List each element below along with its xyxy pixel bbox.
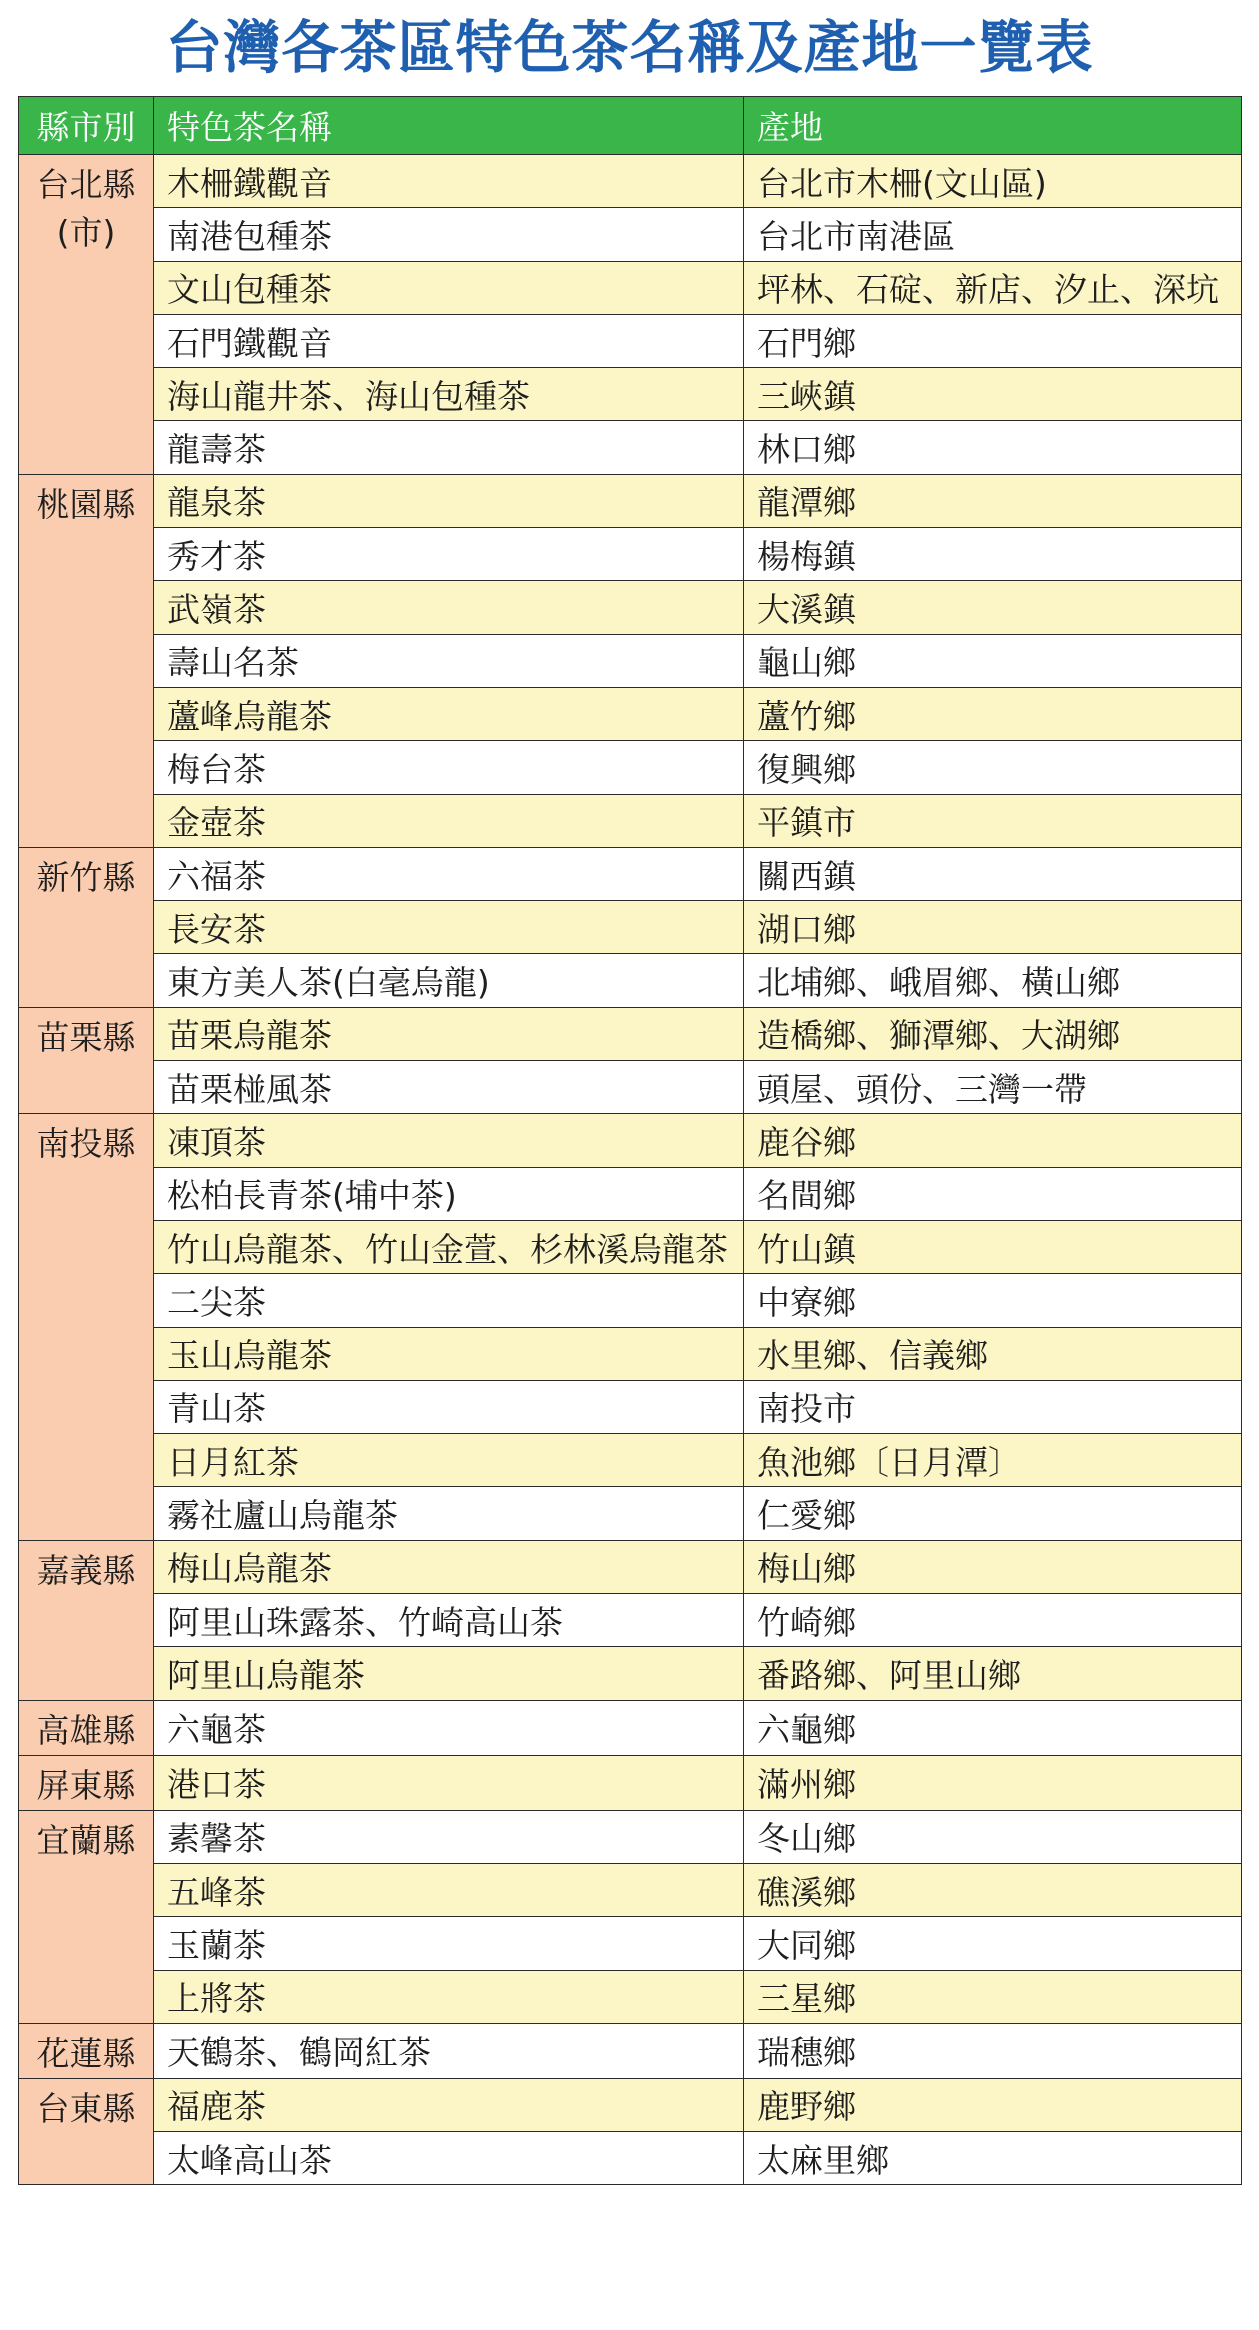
tea-name-cell: 蘆峰烏龍茶 — [154, 687, 744, 740]
tea-name-cell: 港口茶 — [154, 1755, 744, 1810]
tea-name-cell: 苗栗烏龍茶 — [154, 1007, 744, 1060]
place-cell: 台北市木柵(文山區) — [744, 155, 1242, 208]
tea-name-cell: 青山茶 — [154, 1380, 744, 1433]
place-cell: 大同鄉 — [744, 1917, 1242, 1970]
place-cell: 大溪鎮 — [744, 581, 1242, 634]
tea-name-cell: 六龜茶 — [154, 1700, 744, 1755]
table-row — [19, 2132, 1242, 2185]
table-row — [19, 1863, 1242, 1916]
place-cell: 三峽鎮 — [744, 368, 1242, 421]
place-cell: 滿州鄉 — [744, 1755, 1242, 1810]
place-cell: 北埔鄉、峨眉鄉、橫山鄉 — [744, 954, 1242, 1007]
place-cell: 龜山鄉 — [744, 634, 1242, 687]
tea-region-table — [18, 96, 1242, 2185]
table-header-row — [19, 97, 1242, 155]
place-cell: 水里鄉、信義鄉 — [744, 1327, 1242, 1380]
tea-name-cell: 松柏長青茶(埔中茶) — [154, 1167, 744, 1220]
place-cell: 三星鄉 — [744, 1970, 1242, 2023]
table-row — [19, 1220, 1242, 1273]
tea-name-cell: 阿里山烏龍茶 — [154, 1647, 744, 1700]
table-row — [19, 581, 1242, 634]
table-row — [19, 1167, 1242, 1220]
place-cell: 南投市 — [744, 1380, 1242, 1433]
tea-name-cell: 武嶺茶 — [154, 581, 744, 634]
table-row — [19, 687, 1242, 740]
header-place: 產地 — [744, 97, 1242, 155]
table-row — [19, 1540, 1242, 1593]
place-cell: 頭屋、頭份、三灣一帶 — [744, 1061, 1242, 1114]
table-row — [19, 421, 1242, 474]
tea-name-cell: 五峰茶 — [154, 1863, 744, 1916]
table-row — [19, 155, 1242, 208]
place-cell: 仁愛鄉 — [744, 1487, 1242, 1540]
county-cell: 苗栗縣 — [19, 1007, 154, 1114]
tea-name-cell: 梅台茶 — [154, 741, 744, 794]
tea-name-cell: 南港包種茶 — [154, 208, 744, 261]
place-cell: 復興鄉 — [744, 741, 1242, 794]
table-row — [19, 1487, 1242, 1540]
tea-name-cell: 素馨茶 — [154, 1810, 744, 1863]
place-cell: 魚池鄉〔日月潭〕 — [744, 1434, 1242, 1487]
tea-name-cell: 海山龍井茶、海山包種茶 — [154, 368, 744, 421]
place-cell: 梅山鄉 — [744, 1540, 1242, 1593]
tea-name-cell: 木柵鐵觀音 — [154, 155, 744, 208]
header-tea-name: 特色茶名稱 — [154, 97, 744, 155]
table-row — [19, 1970, 1242, 2023]
county-cell: 南投縣 — [19, 1114, 154, 1540]
table-row — [19, 1061, 1242, 1114]
place-cell: 平鎮市 — [744, 794, 1242, 847]
page-title: 台灣各茶區特色茶名稱及產地一覽表 — [165, 15, 1094, 81]
place-cell: 竹山鎮 — [744, 1220, 1242, 1273]
table-row — [19, 1274, 1242, 1327]
place-cell: 蘆竹鄉 — [744, 687, 1242, 740]
table-row — [19, 1594, 1242, 1647]
tea-name-cell: 石門鐵觀音 — [154, 314, 744, 367]
tea-name-cell: 太峰高山茶 — [154, 2132, 744, 2185]
county-cell: 台東縣 — [19, 2078, 154, 2185]
tea-name-cell: 龍泉茶 — [154, 474, 744, 527]
place-cell: 鹿谷鄉 — [744, 1114, 1242, 1167]
place-cell: 冬山鄉 — [744, 1810, 1242, 1863]
place-cell: 瑞穗鄉 — [744, 2023, 1242, 2078]
place-cell: 楊梅鎮 — [744, 528, 1242, 581]
tea-name-cell: 文山包種茶 — [154, 261, 744, 314]
table-row — [19, 1810, 1242, 1863]
place-cell: 番路鄉、阿里山鄉 — [744, 1647, 1242, 1700]
tea-name-cell: 壽山名茶 — [154, 634, 744, 687]
table-row — [19, 528, 1242, 581]
place-cell: 石門鄉 — [744, 314, 1242, 367]
table-row — [19, 1755, 1242, 1810]
county-cell: 台北縣(市) — [19, 155, 154, 475]
tea-name-cell: 六福茶 — [154, 847, 744, 900]
place-cell: 台北市南港區 — [744, 208, 1242, 261]
table-row — [19, 1917, 1242, 1970]
header-county: 縣市別 — [19, 97, 154, 155]
table-row — [19, 634, 1242, 687]
table-row — [19, 474, 1242, 527]
table-row — [19, 847, 1242, 900]
tea-name-cell: 秀才茶 — [154, 528, 744, 581]
place-cell: 中寮鄉 — [744, 1274, 1242, 1327]
table-row — [19, 2023, 1242, 2078]
table-row — [19, 741, 1242, 794]
table-row — [19, 2078, 1242, 2131]
tea-name-cell: 竹山烏龍茶、竹山金萱、杉林溪烏龍茶 — [154, 1220, 744, 1273]
place-cell: 龍潭鄉 — [744, 474, 1242, 527]
tea-name-cell: 福鹿茶 — [154, 2078, 744, 2131]
table-row — [19, 1700, 1242, 1755]
place-cell: 林口鄉 — [744, 421, 1242, 474]
county-cell: 花蓮縣 — [19, 2023, 154, 2078]
county-cell: 高雄縣 — [19, 1700, 154, 1755]
table-row — [19, 1114, 1242, 1167]
place-cell: 太麻里鄉 — [744, 2132, 1242, 2185]
county-cell: 宜蘭縣 — [19, 1810, 154, 2023]
table-row — [19, 261, 1242, 314]
tea-name-cell: 東方美人茶(白毫烏龍) — [154, 954, 744, 1007]
tea-name-cell: 二尖茶 — [154, 1274, 744, 1327]
tea-name-cell: 凍頂茶 — [154, 1114, 744, 1167]
table-row — [19, 1647, 1242, 1700]
place-cell: 名間鄉 — [744, 1167, 1242, 1220]
tea-name-cell: 上將茶 — [154, 1970, 744, 2023]
table-row — [19, 1327, 1242, 1380]
place-cell: 竹崎鄉 — [744, 1594, 1242, 1647]
table-row — [19, 1380, 1242, 1433]
tea-name-cell: 龍壽茶 — [154, 421, 744, 474]
table-row — [19, 794, 1242, 847]
place-cell: 鹿野鄉 — [744, 2078, 1242, 2131]
tea-name-cell: 玉山烏龍茶 — [154, 1327, 744, 1380]
tea-name-cell: 玉蘭茶 — [154, 1917, 744, 1970]
place-cell: 造橋鄉、獅潭鄉、大湖鄉 — [744, 1007, 1242, 1060]
table-row — [19, 1007, 1242, 1060]
place-cell: 關西鎮 — [744, 847, 1242, 900]
place-cell: 礁溪鄉 — [744, 1863, 1242, 1916]
tea-name-cell: 梅山烏龍茶 — [154, 1540, 744, 1593]
county-cell: 屏東縣 — [19, 1755, 154, 1810]
place-cell: 湖口鄉 — [744, 901, 1242, 954]
table-row — [19, 208, 1242, 261]
county-cell: 桃園縣 — [19, 474, 154, 847]
county-cell: 嘉義縣 — [19, 1540, 154, 1700]
table-row — [19, 901, 1242, 954]
table-row — [19, 954, 1242, 1007]
tea-name-cell: 長安茶 — [154, 901, 744, 954]
place-cell: 六龜鄉 — [744, 1700, 1242, 1755]
tea-name-cell: 日月紅茶 — [154, 1434, 744, 1487]
county-cell: 新竹縣 — [19, 847, 154, 1007]
tea-name-cell: 天鶴茶、鶴岡紅茶 — [154, 2023, 744, 2078]
table-row — [19, 314, 1242, 367]
table-row — [19, 1434, 1242, 1487]
tea-name-cell: 阿里山珠露茶、竹崎高山茶 — [154, 1594, 744, 1647]
tea-name-cell: 苗栗椪風茶 — [154, 1061, 744, 1114]
place-cell: 坪林、石碇、新店、汐止、深坑 — [744, 261, 1242, 314]
table-row — [19, 368, 1242, 421]
tea-name-cell: 霧社廬山烏龍茶 — [154, 1487, 744, 1540]
tea-name-cell: 金壺茶 — [154, 794, 744, 847]
